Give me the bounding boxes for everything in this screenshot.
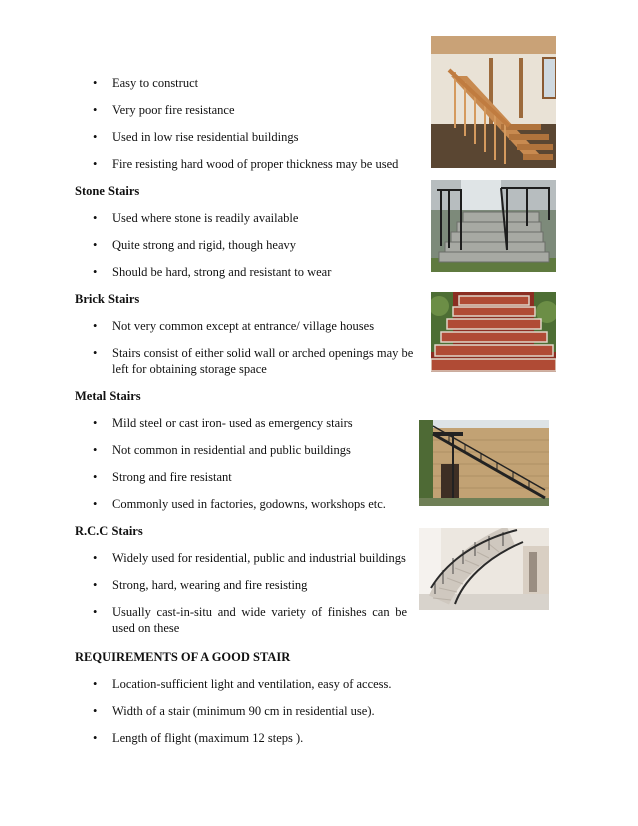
bullet-marker: •: [93, 130, 98, 144]
bullet-marker: •: [93, 443, 98, 457]
bullet-marker: •: [93, 470, 98, 484]
stone-stairs-heading: Stone Stairs: [75, 184, 140, 198]
rcc-item-2: Strong, hard, wearing and fire resisting: [112, 578, 308, 592]
brick-item-1: Not very common except at entrance/ village houses: [112, 319, 375, 333]
bullet-marker: •: [93, 578, 98, 592]
stone-item-2: Quite strong and rigid, though heavy: [112, 238, 296, 252]
metal-item-1: Mild steel or cast iron- used as emergency stairs: [112, 416, 353, 430]
bullet-marker: •: [93, 605, 98, 619]
rcc-stair-photo: [419, 528, 549, 610]
requirement-item-2: Width of a stair (minimum 90 cm in residential use).: [112, 704, 375, 718]
stone-stair-photo: [431, 180, 556, 272]
bullet-marker: •: [93, 103, 98, 117]
bullet-marker: •: [93, 731, 98, 745]
bullet-marker: •: [93, 677, 98, 691]
brick-stair-photo: [431, 292, 556, 372]
bullet-marker: •: [93, 157, 98, 171]
metal-item-3: Strong and fire resistant: [112, 470, 232, 484]
rcc-stairs-heading: R.C.C Stairs: [75, 524, 143, 538]
bullet-marker: •: [93, 497, 98, 511]
timber-stair-photo: [431, 36, 556, 168]
brick-item-2: Stairs consist of either solid wall or arched openings may be left for obtaining storage space: [112, 346, 414, 376]
bullet-marker: •: [93, 211, 98, 225]
bullet-marker: •: [93, 238, 98, 252]
timber-item-4: Fire resisting hard wood of proper thickness may be used: [112, 157, 399, 171]
stone-item-1: Used where stone is readily available: [112, 211, 299, 225]
bullet-marker: •: [93, 551, 98, 565]
bullet-marker: •: [93, 319, 98, 333]
requirement-item-1: Location-sufficient light and ventilation, easy of access.: [112, 677, 392, 691]
bullet-marker: •: [93, 416, 98, 430]
timber-item-3: Used in low rise residential buildings: [112, 130, 299, 144]
requirement-item-3: Length of flight (maximum 12 steps ).: [112, 731, 304, 745]
stone-item-3: Should be hard, strong and resistant to wear: [112, 265, 332, 279]
timber-item-2: Very poor fire resistance: [112, 103, 235, 117]
bullet-marker: •: [93, 346, 98, 360]
bullet-marker: •: [93, 704, 98, 718]
metal-item-4: Commonly used in factories, godowns, workshops etc.: [112, 497, 386, 511]
brick-stairs-heading: Brick Stairs: [75, 292, 140, 306]
rcc-item-3: Usually cast-in-situ and wide variety of finishes can be used on these: [112, 605, 407, 635]
bullet-marker: •: [93, 265, 98, 279]
requirements-heading: REQUIREMENTS OF A GOOD STAIR: [75, 650, 291, 664]
bullet-marker: •: [93, 76, 98, 90]
metal-item-2: Not common in residential and public buildings: [112, 443, 351, 457]
timber-item-1: Easy to construct: [112, 76, 199, 90]
rcc-item-1: Widely used for residential, public and industrial buildings: [112, 551, 406, 565]
metal-stair-photo: [419, 420, 549, 506]
metal-stairs-heading: Metal Stairs: [75, 389, 141, 403]
